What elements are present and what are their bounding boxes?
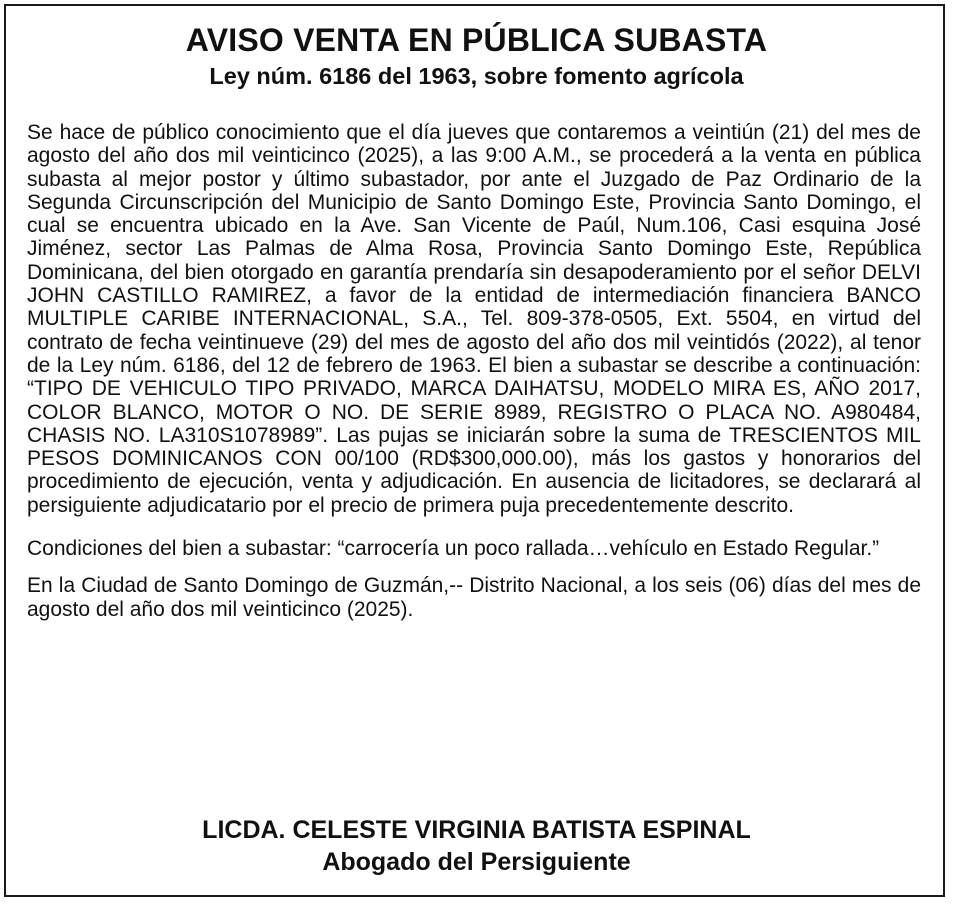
notice-subtitle: Ley núm. 6186 del 1963, sobre fomento agrícola [209,63,744,89]
paragraph-place-date: En la Ciudad de Santo Domingo de Guzmán,-- Distrito Nacional, a los seis (06) días del mes de agosto del año dos mil veinticinco (2025). [27,574,921,621]
signer-role: Abogado del Persiguiente [322,848,631,876]
notice-body [27,121,921,621]
signer-name: LICDA. CELESTE VIRGINIA BATISTA ESPINAL [202,816,751,844]
notice-title: AVISO VENTA EN PÚBLICA SUBASTA [185,22,768,58]
paragraph-main: Se hace de público conocimiento que el día jueves que contaremos a veintiún (21) del mes de agosto del año dos mil veinticinco (2025), a las 9:00 A.M., se procederá a la venta en pública subasta al mejor postor y último subastador, por ante el Juzgado de Paz Ordinario de la Segunda Circunscripción del Municipio de Santo Domingo Este, Provincia Santo Domingo, el cual se encuentra ubicado en la Ave. San Vicente de Paúl, Num.106, Casi esquina José Jiménez, sector Las Palmas de Alma Rosa, Provincia Santo Domingo Este, República Dominicana, del bien otorgado en garantía prendaría sin desapoderamiento por el señor DELVI JOHN CASTILLO RAMIREZ, a favor de la entidad de intermediación financiera BANCO MULTIPLE CARIBE INTERNACIONAL, S.A., Tel. 809-378-0505, Ext. 5504, en virtud del contrato de fecha veintinueve (29) del mes de agosto del año dos mil veintidós (2022), al tenor de la Ley núm. 6186, del 12 de febrero de 1963. El bien a subastar se describe a continuación: “TIPO DE VEHICULO TIPO PRIVADO, MARCA DAIHATSU, MODELO MIRA ES, AÑO 2017, COLOR BLANCO, MOTOR O NO. DE SERIE 8989, REGISTRO O PLACA NO. A980484, CHASIS NO. LA310S1078989”. Las pujas se iniciarán sobre la suma de TRESCIENTOS MIL PESOS DOMINICANOS CON 00/100 (RD$300,000.00), más los gastos y honorarios del procedimiento de ejecución, venta y adjudicación. En ausencia de licitadores, se declarará al persiguiente adjudicatario por el precio de primera puja precedentemente descrito. [27,121,921,517]
paragraph-conditions: Condiciones del bien a subastar: “carrocería un poco rallada…vehículo en Estado Regular.” [27,537,880,561]
